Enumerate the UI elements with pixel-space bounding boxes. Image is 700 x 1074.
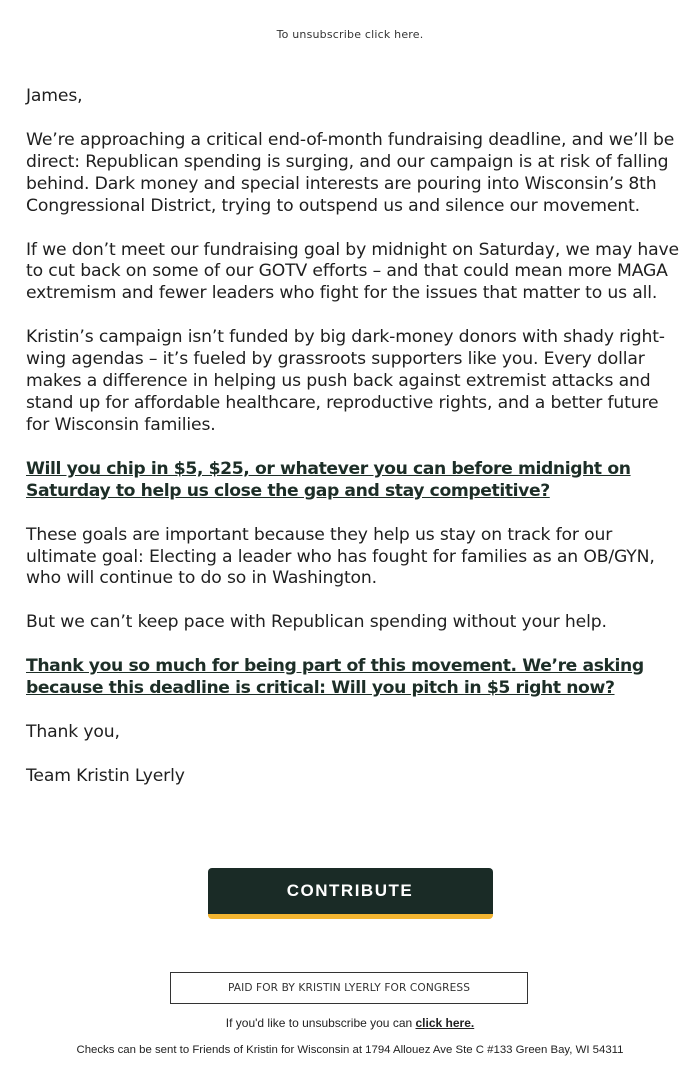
paragraph-grassroots: Kristin’s campaign isn’t funded by big dark-money donors with shady right-wing agendas – it’s fueled by grassroots supporters like you. Every dollar makes a difference in helping us push back against extremist attacks and stand up for affordable healthcare, reproductive rights, and a better future for Wisconsin families. — [26, 327, 665, 435]
ask-link-pitch-in-text[interactable]: Thank you so much for being part of this movement. We’re asking because this deadline is critical: Will you pitch in $5 right now? — [26, 656, 644, 699]
header-unsubscribe-link[interactable]: To unsubscribe click here. — [276, 28, 424, 41]
contribute-button[interactable]: CONTRIBUTE — [208, 868, 493, 919]
paragraph-goal: If we don’t meet our fundraising goal by midnight on Saturday, we may have to cut back on some of our GOTV efforts – and that could mean more MAGA extremism and fewer leaders who fight for the issues that matter to us all. — [26, 239, 679, 304]
letter-body — [26, 86, 686, 810]
signature: Team Kristin Lyerly — [26, 765, 185, 786]
paragraph-deadline: We’re approaching a critical end-of-month fundraising deadline, and we’ll be direct: Republican spending is surging, and our campaign is at risk of falling behind. Dark money and special interests are pouring into Wisconsin’s 8th Congressional District, trying to outspend us and silence our movement. — [26, 129, 675, 216]
ask-link-chip-in[interactable] — [26, 459, 686, 503]
paragraph-goals: These goals are important because they help us stay on track for our ultimate goal: Electing a leader who has fought for families as an OB/GYN, who will continue to do so in Washington. — [26, 524, 655, 589]
paid-for-disclaimer: PAID FOR BY KRISTIN LYERLY FOR CONGRESS — [170, 972, 528, 1004]
footer-unsubscribe-link[interactable]: click here. — [415, 1016, 475, 1030]
paragraph-keep-pace: But we can’t keep pace with Republican spending without your help. — [26, 612, 607, 633]
footer-unsubscribe-prefix: If you'd like to unsubscribe you can — [225, 1016, 416, 1030]
footer-unsubscribe — [0, 1016, 700, 1030]
closing: Thank you, — [26, 722, 120, 743]
cta-container — [0, 868, 700, 919]
header-unsubscribe — [0, 28, 700, 41]
ask-link-chip-in-text[interactable]: Will you chip in $5, $25, or whatever you can before midnight on Saturday to help us close the gap and stay competitive? — [26, 458, 631, 501]
greeting: James, — [26, 86, 83, 106]
mailing-address: Checks can be sent to Friends of Kristin for Wisconsin at 1794 Allouez Ave Ste C #133 Green Bay, WI 54311 — [76, 1044, 624, 1056]
ask-link-pitch-in[interactable] — [26, 656, 686, 700]
